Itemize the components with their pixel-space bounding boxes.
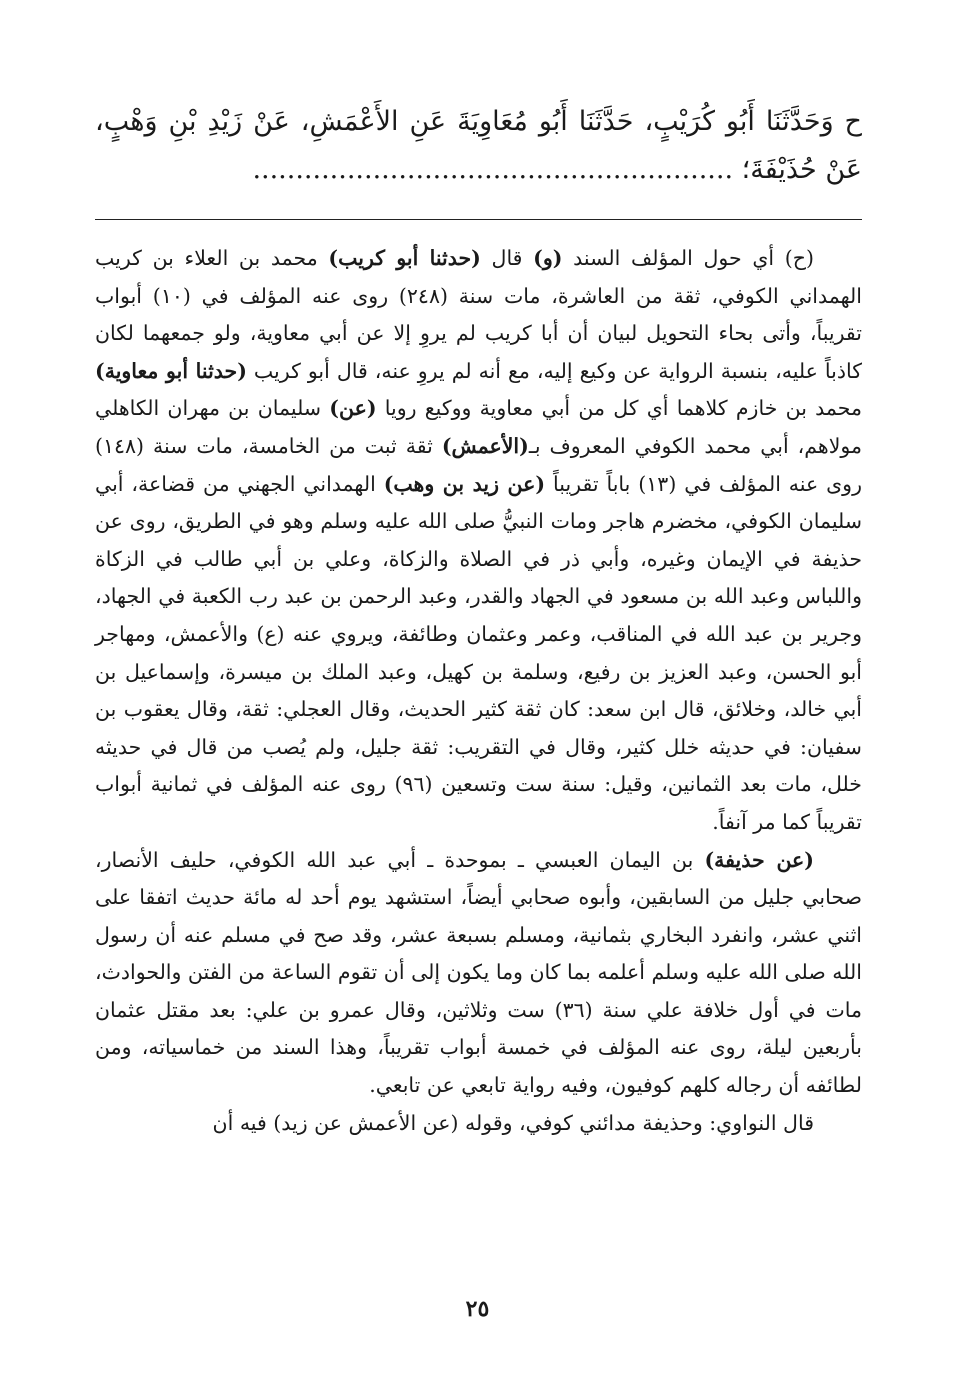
p1-bold-abu-kurayb: (حدثنا أبو كريب) <box>328 246 481 270</box>
hadith-text-block <box>95 98 862 194</box>
p1-bold-amash: (الأعمش) <box>441 433 529 458</box>
p1-text-e: محمد بن العلاء بن كريب الهمداني الكوفي، ثقة من العاشرة، مات سنة (٢٤٨) روى عنه المؤلف في (١٠) أبواب تقريباً، وأتى بحاء التحويل لبيان أن أبا كريب لم يروِ إلا عن أبي معاوية، ولو جمعهما لكان كاذباً عليه، بنسبة الرواية عن وكيع إليه، مع أنه لم يروِ عنه، قال أبو كريب <box>95 246 862 383</box>
p2-text-b: بن اليمان العبسي ـ بموحدة ـ أبي عبد الله الكوفي، حليف الأنصار، صحابي جليل من السابقين، وأبوه صحابي أيضاً، استشهد يوم أحد له مائة حديث اتفقا على اثني عشر، وانفرد البخاري بثمانية، ومسلم بسبعة عشر، وقد صح في مسلم عنه أن رسول الله صلى الله عليه وسلم أعلمه بما كان وما يكون إلى أن تقوم الساعة من الفتن والحوادث، مات في أول خلافة علي سنة (٣٦) ست وثلاثين، وقال عمرو بن علي: بعد مقتل عثمان بأربعين ليلة، روى عنه المؤلف في خمسة أبواب تقريباً، وهذا السند من خماسياته، ومن لطائفه أن رجاله كلهم كوفيون، وفيه رواية تابعي عن تابعي. <box>95 847 862 1098</box>
p1-text-m: الهمداني الجهني من قضاعة، أبي سليمان الكوفي، مخضرم هاجر ومات النبيُّ صلى الله عليه وسلم وهو في الطريق، روى عن حذيفة في الإيمان وغيره، وأبي ذر في الصلاة والزكاة، وعلي بن أبي طالب في الزكاة واللباس وعبد الله بن مسعود في الجهاد والقدر، وعبد الرحمن بن عبد رب الكعبة في الجهاد، وجرير بن عبد الله في المناقب، وعمر وعثمان وطائفة، ويروي عنه (ع) والأعمش، ومهاجر أبو الحسن، وعبد العزيز بن رفيع، وسلمة بن كهيل، وعبد الملك بن ميسرة، وإسماعيل بن أبي خالد، وخلائق، قال ابن سعد: كان ثقة كثير الحديث، وقال العجلي: ثقة، وقال يعقوب بن سفيان: في حديثه خلل كثير، وقال في التقريب: ثقة جليل، ولم يُصب من قال في حديثه خلل، مات بعد الثمانين، وقيل: سنة ست وتسعين (٩٦) روى عنه المؤلف في ثمانية أبواب تقريباً كما مر آنفاً. <box>95 471 862 834</box>
commentary-paragraph-3: قال النواوي: وحذيفة مدائني كوفي، وقوله (عن الأعمش عن زيد) فيه أن <box>212 1110 814 1135</box>
separator-rule <box>95 219 862 220</box>
p1-text-i: سليمان بن مهران الكاهلي مولاهم، أبي محمد الكوفي المعروف بـ <box>95 396 863 458</box>
p1-text-a: (ح) أي حول المؤلف السند <box>562 246 814 270</box>
commentary-paragraph-1 <box>95 240 862 842</box>
p1-bold-abu-muawiya: (حدثنا أبو معاوية) <box>95 358 247 383</box>
hadith-chain-text: ح وَحَدَّثَنَا أَبُو كُرَيْبٍ، حَدَّثَنَا أَبُو مُعَاوِيَةَ عَنِ الأَعْمَشِ، عَنْ زَيْدِ بْنِ وَهْبٍ، عَنْ حُذَيْفَةَ؛ <box>95 106 862 185</box>
p2-bold-hudhayfa: (عن حذيفة) <box>704 847 814 872</box>
p1-text-c: قال <box>480 246 534 270</box>
page-number: ٢٥ <box>465 1296 490 1322</box>
p1-text-k: ثقة ثبت من الخامسة، مات سنة (١٤٨) روى عنه المؤلف في (١٣) باباً تقريباً <box>95 433 862 496</box>
p1-text-g: محمد بن خازم كلاهما أي كل من أبي معاوية ووكيع رويا <box>376 396 862 421</box>
p1-bold-zayd: (عن زيد بن وهب) <box>383 471 546 496</box>
p1-bold-an: (عن) <box>329 396 377 421</box>
commentary-block <box>95 240 862 1142</box>
commentary-paragraph-2 <box>95 842 862 1105</box>
p1-bold-waw: (و) <box>533 246 563 270</box>
hadith-continuation-dots: ........................................................ <box>252 154 734 185</box>
